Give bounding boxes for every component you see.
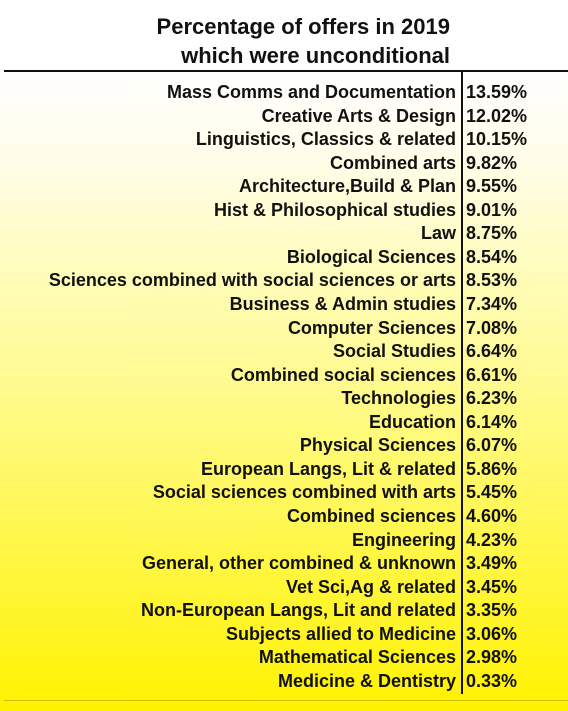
table-row	[0, 599, 568, 622]
row-label: Engineering	[351, 529, 456, 550]
row-label: Mass Comms and Documentation	[166, 82, 456, 102]
row-value: 5.86%	[466, 458, 518, 479]
row-value: 8.75%	[466, 223, 518, 244]
row-label: Law	[420, 223, 456, 244]
row-value: 8.54%	[466, 246, 518, 267]
row-label: Technologies	[341, 388, 456, 409]
table-row	[0, 199, 568, 222]
row-label: Subjects allied to Medicine	[225, 623, 456, 644]
table-row	[0, 105, 568, 128]
table-row	[0, 269, 568, 292]
table-row	[0, 646, 568, 669]
row-label: Creative Arts & Design	[261, 105, 456, 126]
row-value: 5.45%	[466, 482, 518, 503]
row-value: 7.34%	[466, 294, 518, 314]
row-value: 3.49%	[466, 553, 518, 573]
table-row	[0, 552, 568, 575]
row-value: 9.82%	[466, 152, 518, 173]
table-row	[0, 481, 568, 504]
table-row	[0, 222, 568, 245]
table-row	[0, 458, 568, 481]
table-row	[0, 576, 568, 599]
table-row	[0, 434, 568, 457]
table-row	[0, 293, 568, 316]
row-label: Vet Sci,Ag & related	[285, 576, 456, 597]
row-label: General, other combined & unknown	[141, 553, 456, 573]
table-row	[0, 623, 568, 646]
row-label: Architecture,Build & Plan	[238, 176, 456, 197]
row-value: 4.23%	[466, 529, 518, 550]
row-label: Mathematical Sciences	[258, 647, 456, 668]
row-value: 2.98%	[466, 647, 518, 668]
table-row	[0, 246, 568, 269]
row-label: Computer Sciences	[287, 317, 456, 338]
row-label: Hist & Philosophical studies	[213, 199, 456, 220]
row-value: 6.07%	[466, 435, 518, 456]
row-label: Sciences combined with social sciences or arts	[48, 270, 456, 291]
bottom-rule	[4, 700, 568, 701]
row-value: 3.06%	[466, 623, 518, 644]
table-row	[0, 175, 568, 198]
row-value: 4.60%	[466, 505, 518, 526]
table-row	[0, 81, 568, 104]
row-value: 7.08%	[466, 317, 518, 338]
row-label: Combined sciences	[286, 505, 456, 526]
chart-title-line-1: Percentage of offers in 2019	[156, 14, 450, 39]
row-label: Business & Admin studies	[229, 294, 456, 314]
row-value: 6.14%	[466, 411, 518, 432]
row-value: 6.61%	[466, 364, 518, 385]
table-row	[0, 387, 568, 410]
row-label: Non-European Langs, Lit and related	[140, 600, 456, 621]
row-label: Linguistics, Classics & related	[195, 129, 456, 150]
row-label: European Langs, Lit & related	[200, 458, 456, 479]
row-label: Combined arts	[329, 152, 456, 173]
row-label: Combined social sciences	[230, 364, 456, 385]
row-value: 0.33%	[466, 670, 518, 691]
table-row	[0, 505, 568, 528]
table-row	[0, 152, 568, 175]
chart-title	[20, 12, 450, 70]
table-row	[0, 529, 568, 552]
row-value: 12.02%	[466, 105, 528, 126]
row-value: 8.53%	[466, 270, 518, 291]
row-value: 6.64%	[466, 341, 518, 362]
table-row	[0, 670, 568, 693]
table-row	[0, 128, 568, 151]
row-value: 13.59%	[466, 82, 528, 102]
row-value: 9.55%	[466, 176, 518, 197]
table-row	[0, 411, 568, 434]
table-row	[0, 364, 568, 387]
row-value: 10.15%	[466, 129, 528, 150]
table-row	[0, 317, 568, 340]
chart-title-line-2: which were unconditional	[181, 43, 450, 68]
row-label: Medicine & Dentistry	[277, 670, 456, 691]
header-rule	[4, 70, 568, 72]
row-label: Biological Sciences	[286, 246, 456, 267]
row-value: 9.01%	[466, 199, 518, 220]
row-label: Education	[368, 411, 456, 432]
row-value: 6.23%	[466, 388, 518, 409]
row-label: Physical Sciences	[299, 435, 456, 456]
row-label: Social sciences combined with arts	[152, 482, 456, 503]
row-value: 3.45%	[466, 576, 518, 597]
row-label: Social Studies	[332, 341, 456, 362]
table-row	[0, 340, 568, 363]
row-value: 3.35%	[466, 600, 518, 621]
